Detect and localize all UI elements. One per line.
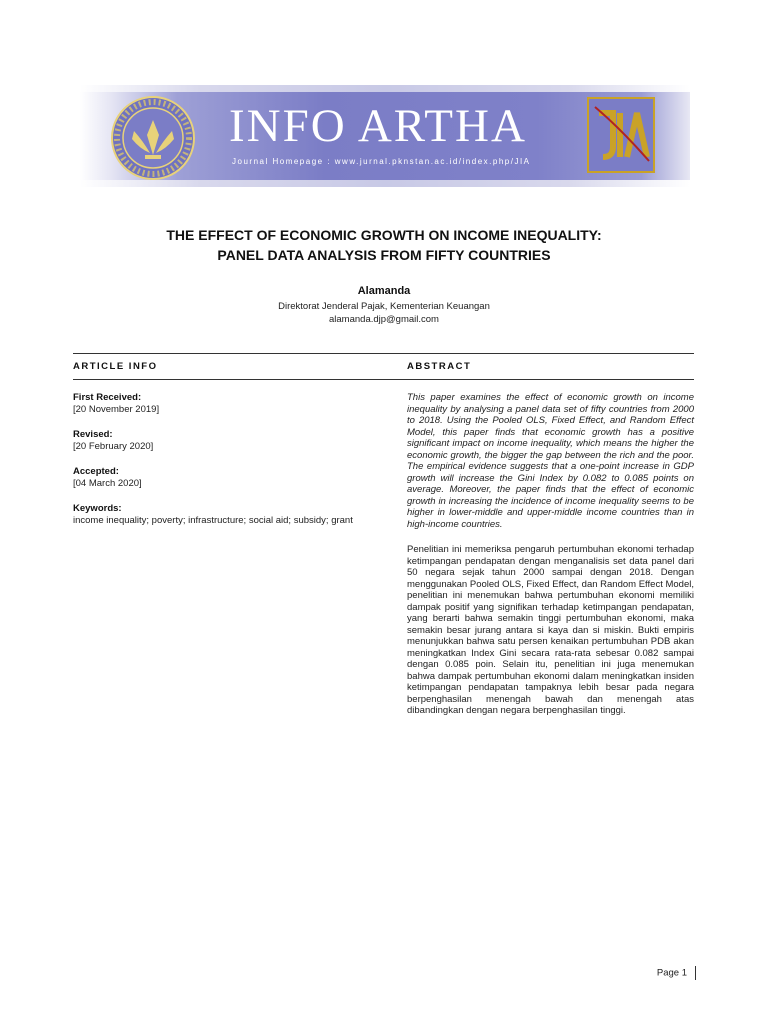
abstract-indonesian: Penelitian ini memeriksa pengaruh pertumbuhan ekonomi terhadap ketimpangan pendapatan dengan menganalisis set data panel dari 50 negara sejak tahun 2000 sampai dengan 2018. Dengan menggunakan Pooled OLS, Fixed Effect, dan Random Effect Model, penelitian ini menemukan bahwa pertumbuhan ekonomi memiliki dampak positif yang signifikan terhadap ketimpangan pendapatan, yang berarti bahwa semakin tinggi pertumbuhan ekonomi, maka semakin besar jurang antara si kaya dan si miskin. Bukti empiris menunjukkan bahwa satu persen kenaikan pertumbuhan PDB akan meningkatkan Index Gini secara rata-rata sebesar 0.082 sampai dengan 0.085 poin. Selain itu, penelitian ini juga menemukan bahwa dampak pertumbuhan ekonomi dalam meningkatkan insiden ketimpangan pendapatan tampaknya lebih besar pada negara berpenghasilan menengah bawah dan menengah atas dibandingkan dengan negara berpenghasilan tinggi.: [407, 544, 694, 716]
revised-date: [20 February 2020]: [73, 441, 154, 452]
journal-homepage-link[interactable]: Journal Homepage : www.jurnal.pknstan.ac.id/index.php/JIA: [232, 157, 531, 166]
keywords-label: Keywords:: [73, 503, 122, 514]
first-received-label: First Received:: [73, 392, 142, 403]
jia-logo-icon: [587, 97, 655, 173]
author-email[interactable]: alamanda.djp@gmail.com: [329, 314, 439, 325]
journal-banner: [80, 85, 690, 187]
footer-divider: [695, 966, 696, 980]
author-affiliation: Direktorat Jenderal Pajak, Kementerian Keuangan: [278, 301, 490, 312]
keywords-list: income inequality; poverty; infrastructure; social aid; subsidy; grant: [73, 515, 353, 526]
article-info-heading: ARTICLE INFO: [73, 361, 158, 372]
journal-name: INFO ARTHA: [229, 100, 527, 152]
article-info: [73, 392, 373, 540]
paper-title-line-2: PANEL DATA ANALYSIS FROM FIFTY COUNTRIES: [217, 247, 551, 263]
banner-bottom-fade: [80, 180, 690, 187]
abstract-body: [407, 392, 694, 717]
accepted-date: [04 March 2020]: [73, 478, 142, 489]
pknstan-seal-icon: [110, 95, 196, 181]
section-top-rule: [73, 353, 694, 354]
page-number: Page 1: [656, 967, 687, 979]
first-received-date: [20 November 2019]: [73, 404, 160, 415]
accepted-label: Accepted:: [73, 466, 119, 477]
revised-label: Revised:: [73, 429, 113, 440]
author-affiliation-block: [84, 300, 684, 326]
section-bottom-rule: [73, 379, 694, 380]
author-name: Alamanda: [357, 285, 411, 297]
paper-title: [84, 225, 684, 265]
abstract-english: This paper examines the effect of economic growth on income inequality by analysing a panel data set of fifty countries from 2000 to 2018. Using the Pooled OLS, Fixed Effect, and Random Effect Model, this paper finds that economic growth has a positive significant impact on income inequality, which means the higher the economic growth, the bigger the gap between the rich and the poor. The empirical evidence suggests that a one-point increase in GDP growth will increase the Gini Index by 0.082 to 0.085 points on average. Moreover, the paper finds that the effect of economic growth in increasing the incidence of income inequality seems to be higher in lower-middle and upper-middle income countries than in high-income countries.: [407, 392, 694, 530]
abstract-heading: ABSTRACT: [407, 361, 472, 372]
banner-top-fade: [80, 85, 690, 92]
page-footer: [657, 966, 696, 980]
paper-title-line-1: THE EFFECT OF ECONOMIC GROWTH ON INCOME INEQUALITY:: [166, 227, 602, 243]
